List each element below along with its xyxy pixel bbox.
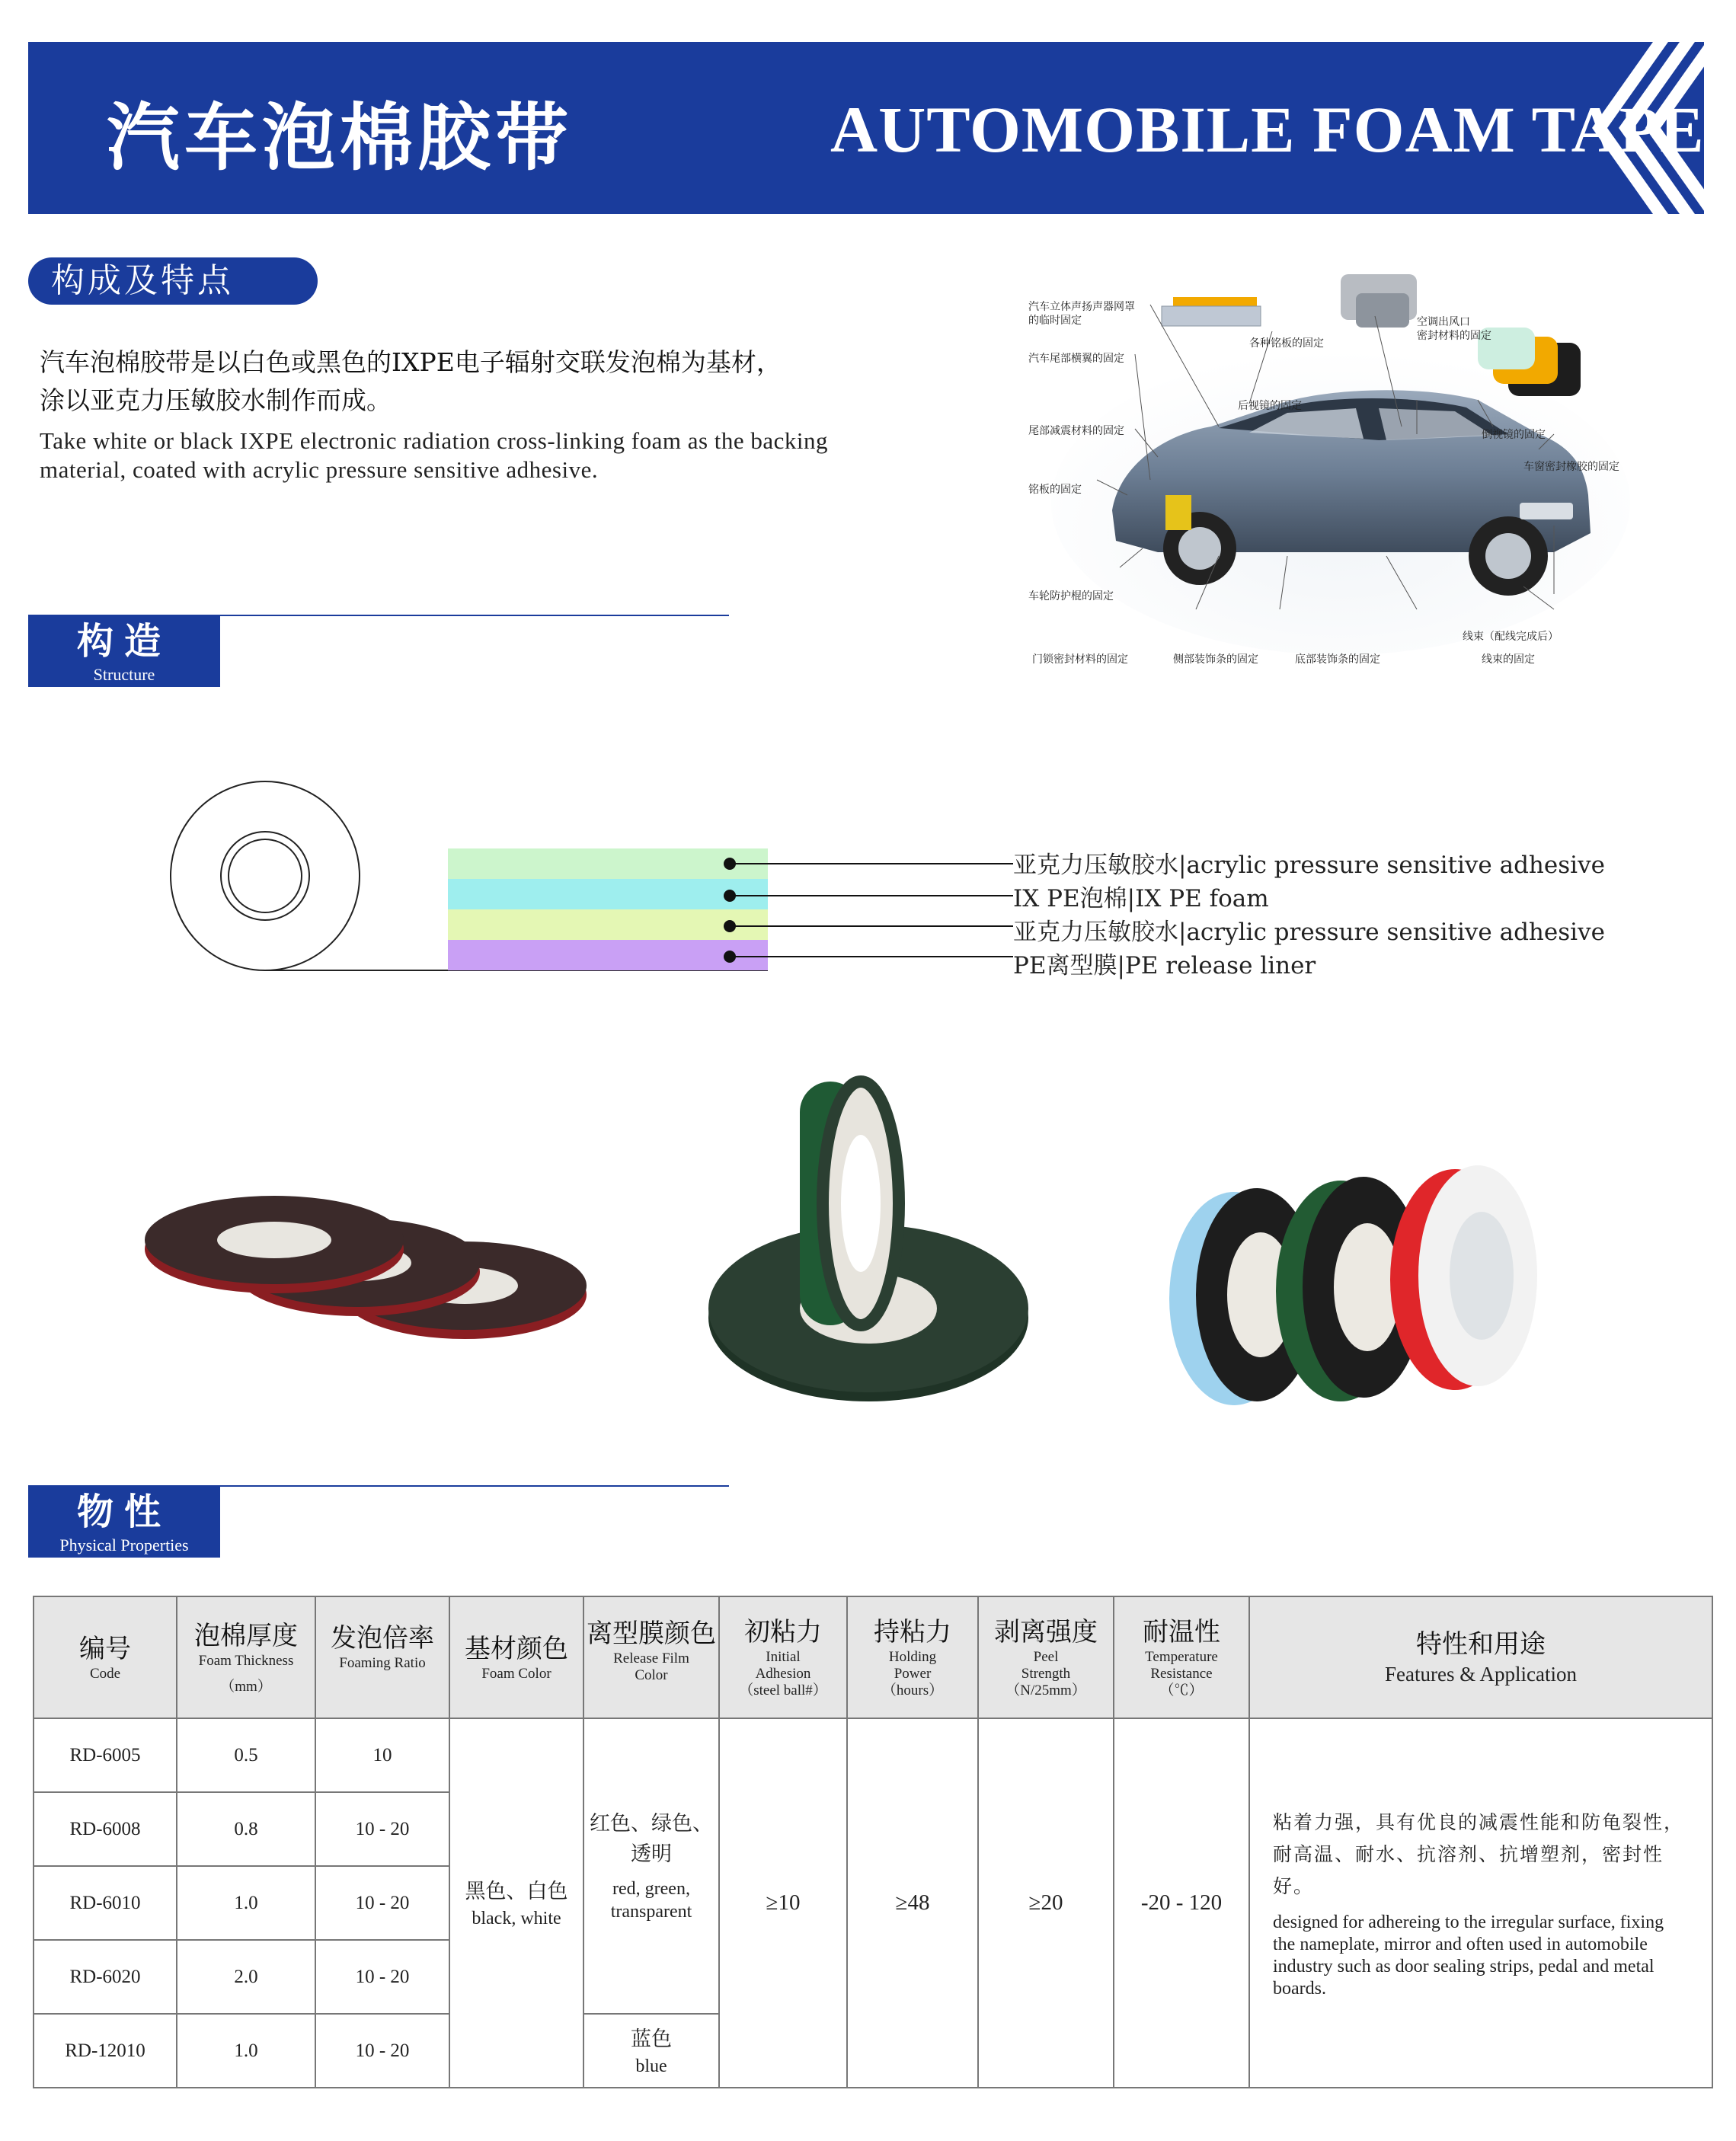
description-en: Take white or black IXPE electronic radiation cross-linking foam as the backing material, coated with acrylic pressure sensitive adhesive. (40, 427, 829, 483)
structure-diagram (152, 777, 1021, 990)
col-header-code: 编号 Code (34, 1596, 177, 1718)
cell-code: RD-6005 (34, 1718, 177, 1792)
col-header-holding-power: 持粘力 Holding Power （hours） (847, 1596, 978, 1718)
features-cn: 粘着力强，具有优良的减震性能和防龟裂性，耐高温、耐水、抗溶剂、抗增塑剂，密封性好。 (1273, 1810, 1685, 1897)
car-label: 线束的固定 (1482, 653, 1535, 666)
blue-green-red-liner-tape-rolls-image (1158, 1158, 1539, 1417)
car-label: 铭板的固定 (1028, 484, 1082, 496)
car-label: 各种铭板的固定 (1249, 337, 1324, 350)
car-label: 的临时固定 (1028, 315, 1082, 327)
cell-thickness: 0.5 (177, 1718, 315, 1792)
cell-temperature: -20 - 120 (1114, 1718, 1249, 2088)
cell-initial-adhesion: ≥10 (719, 1718, 847, 2088)
structure-tab-subtitle: Structure (93, 665, 155, 684)
layer-label-adhesive-top: 亚克力压敏胶水|acrylic pressure sensitive adhesive (1013, 852, 1605, 879)
cell-ratio: 10 - 20 (315, 1792, 449, 1866)
section-heading-composition: 构成及特点 (28, 257, 318, 305)
col-header-foaming-ratio: 发泡倍率 Foaming Ratio (315, 1596, 449, 1718)
col-header-thickness: 泡棉厚度 Foam Thickness （mm） (177, 1596, 315, 1718)
col-header-initial-adhesion: 初粘力 Initial Adhesion （steel ball#） (719, 1596, 847, 1718)
cell-peel-strength: ≥20 (978, 1718, 1114, 2088)
cell-code: RD-6008 (34, 1792, 177, 1866)
cell-code: RD-6020 (34, 1940, 177, 2014)
structure-tab-title: 构造 (76, 620, 171, 663)
cell-holding-power: ≥48 (847, 1718, 978, 2088)
cell-code: RD-6010 (34, 1866, 177, 1940)
car-label: 后视镜的固定 (1238, 400, 1302, 412)
car-label: 空调出风口 (1417, 316, 1470, 328)
features-en: designed for adhereing to the irregular surface, fixing the nameplate, mirror and often used in automobile industry such as door sealing strips, pedal and metal boards. (1273, 1912, 1664, 1999)
properties-tab (28, 1485, 220, 1558)
car-label: 密封材料的固定 (1417, 330, 1491, 342)
table-row (34, 1718, 1712, 1792)
description-cn-line2: 涂以亚克力压敏胶水制作而成。 (40, 385, 392, 415)
cell-code: RD-12010 (34, 2014, 177, 2088)
car-label: 线束（配线完成后） (1463, 631, 1559, 643)
car-label: 汽车立体声扬声器网罩 (1028, 301, 1135, 313)
car-label: 尾部减震材料的固定 (1028, 425, 1124, 437)
car-label: 门锁密封材料的固定 (1032, 653, 1128, 666)
car-label: 侧部装饰条的固定 (1173, 653, 1258, 666)
col-header-features: 特性和用途 Features & Application (1249, 1596, 1712, 1718)
properties-tab-title: 物性 (76, 1491, 171, 1533)
cell-thickness: 0.8 (177, 1792, 315, 1866)
car-label: 倒视镜的固定 (1482, 429, 1546, 441)
table-header-row (34, 1596, 1712, 1718)
car-label: 车轮防护棍的固定 (1028, 590, 1114, 602)
green-liner-tape-rolls-image (701, 1066, 1036, 1432)
cell-foam-color: 黑色、白色 black, white (449, 1718, 583, 2088)
car-label: 车窗密封橡胶的固定 (1523, 461, 1619, 473)
properties-table (33, 1596, 1713, 2088)
layer-label-adhesive-bottom: 亚克力压敏胶水|acrylic pressure sensitive adhesive (1013, 919, 1605, 946)
properties-tab-subtitle: Physical Properties (59, 1535, 189, 1555)
description-cn-line1: 汽车泡棉胶带是以白色或黑色的IXPE电子辐射交联发泡棉为基材， (40, 347, 782, 377)
red-liner-tape-rolls-image (137, 1188, 594, 1379)
structure-tab (28, 615, 220, 687)
cell-thickness: 1.0 (177, 2014, 315, 2088)
cell-ratio: 10 - 20 (315, 1866, 449, 1940)
car-label: 汽车尾部横翼的固定 (1028, 353, 1124, 365)
cell-thickness: 1.0 (177, 1866, 315, 1940)
col-header-foam-color: 基材颜色 Foam Color (449, 1596, 583, 1718)
cell-ratio: 10 - 20 (315, 1940, 449, 2014)
col-header-temperature: 耐温性 Temperature Resistance （℃） (1114, 1596, 1249, 1718)
layer-label-foam: IX PE泡棉|IX PE foam (1013, 885, 1269, 912)
page-title-en: AUTOMOBILE FOAM TAPE (830, 93, 1705, 166)
cell-film-color-blue: 蓝色 blue (583, 2014, 719, 2088)
cell-film-color: 红色、绿色、 透明 red, green, transparent (583, 1718, 719, 2014)
page-title-cn: 汽车泡棉胶带 (107, 94, 573, 181)
car-label: 底部装饰条的固定 (1295, 653, 1380, 666)
cell-ratio: 10 - 20 (315, 2014, 449, 2088)
cell-ratio: 10 (315, 1718, 449, 1792)
col-header-peel-strength: 剥离强度 Peel Strength （N/25mm） (978, 1596, 1114, 1718)
cell-thickness: 2.0 (177, 1940, 315, 2014)
layer-label-release-liner: PE离型膜|PE release liner (1013, 952, 1316, 979)
col-header-film-color: 离型膜颜色 Release Film Color (583, 1596, 719, 1718)
cell-features (1249, 1718, 1712, 2088)
